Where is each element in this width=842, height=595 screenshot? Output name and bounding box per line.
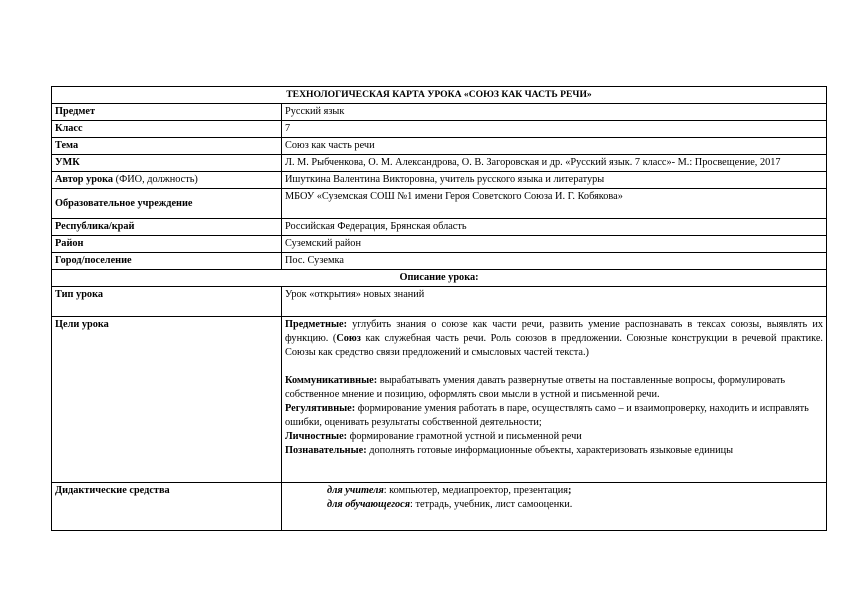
value-city: Пос. Суземка bbox=[282, 253, 827, 270]
label-institution: Образовательное учреждение bbox=[52, 189, 282, 219]
goal-personal-label: Личностные: bbox=[285, 431, 348, 442]
title-row bbox=[52, 87, 827, 104]
label-goals: Цели урока bbox=[52, 317, 282, 483]
value-topic: Союз как часть речи bbox=[282, 138, 827, 155]
didactic-teacher-label: для учителя bbox=[327, 485, 384, 496]
didactic-teacher-text: : компьютер, медиапроектор, презентация bbox=[383, 485, 569, 496]
label-lesson-type: Тип урока bbox=[52, 287, 282, 317]
value-institution: МБОУ «Суземская СОШ №1 имени Героя Советского Союза И. Г. Кобякова» bbox=[282, 189, 827, 219]
row-subject bbox=[52, 104, 827, 121]
goal-subject-label: Предметные: bbox=[285, 319, 347, 330]
value-republic: Российская Федерация, Брянская область bbox=[282, 219, 827, 236]
label-author bbox=[52, 172, 282, 189]
label-author-note: (ФИО, должность) bbox=[115, 174, 198, 185]
goal-regulative bbox=[285, 402, 823, 430]
row-author bbox=[52, 172, 827, 189]
goal-subject-bold-word: Союз bbox=[336, 333, 361, 344]
didactic-student-text: : тетрадь, учебник, лист самооценки. bbox=[410, 499, 573, 510]
didactic-teacher-end: ; bbox=[568, 485, 572, 496]
value-umk: Л. М. Рыбченкова, О. М. Александрова, О. В. Загоровская и др. «Русский язык. 7 класс»- М.: Просвещение, 2017 bbox=[282, 155, 827, 172]
label-subject: Предмет bbox=[52, 104, 282, 121]
goal-subject bbox=[285, 318, 823, 360]
label-grade: Класс bbox=[52, 121, 282, 138]
goal-communicative bbox=[285, 374, 823, 402]
goal-communicative-label: Коммуникативные: bbox=[285, 375, 378, 386]
goal-cognitive-text: дополнять готовые информационные объекты, характеризовать языковые единицы bbox=[366, 445, 734, 456]
label-district: Район bbox=[52, 236, 282, 253]
value-goals bbox=[282, 317, 827, 483]
row-topic bbox=[52, 138, 827, 155]
didactic-student-label: для обучающегося bbox=[327, 499, 411, 510]
goal-personal bbox=[285, 430, 823, 444]
goal-communicative-text: вырабатывать умения давать развернутые ответы на поставленные вопросы, формулировать собственное мнение и позицию, оформлять свои мысли в устной и письменной речи. bbox=[285, 375, 786, 400]
goal-personal-text: формирование грамотной устной и письменной речи bbox=[347, 431, 582, 442]
value-author: Ишуткина Валентина Викторовна, учитель русского языка и литературы bbox=[282, 172, 827, 189]
value-district: Суземский район bbox=[282, 236, 827, 253]
row-republic bbox=[52, 219, 827, 236]
value-lesson-type: Урок «открытия» новых знаний bbox=[282, 287, 827, 317]
row-city bbox=[52, 253, 827, 270]
row-goals bbox=[52, 317, 827, 483]
row-district bbox=[52, 236, 827, 253]
document-title: ТЕХНОЛОГИЧЕСКАЯ КАРТА УРОКА «СОЮЗ КАК ЧАСТЬ РЕЧИ» bbox=[52, 87, 827, 104]
label-topic: Тема bbox=[52, 138, 282, 155]
label-umk: УМК bbox=[52, 155, 282, 172]
value-didactic bbox=[282, 483, 827, 531]
lesson-card-table bbox=[51, 86, 827, 531]
description-heading: Описание урока: bbox=[52, 270, 827, 287]
description-heading-row bbox=[52, 270, 827, 287]
row-didactic bbox=[52, 483, 827, 531]
goal-regulative-text: формирование умения работать в паре, осуществлять само – и взаимопроверку, находить и исправлять ошибки, оценивать результаты собственной деятельности; bbox=[285, 403, 809, 428]
label-didactic: Дидактические средства bbox=[52, 483, 282, 531]
label-republic: Республика/край bbox=[52, 219, 282, 236]
goal-subject-text2: как служебная часть речи. Роль союзов в предложении. Союзные конструкции в речевой практике. Союзы как средство связи предложений и смысловых частей текста.) bbox=[285, 333, 824, 358]
row-grade bbox=[52, 121, 827, 138]
value-grade: 7 bbox=[282, 121, 827, 138]
row-institution bbox=[52, 189, 827, 219]
row-umk bbox=[52, 155, 827, 172]
didactic-student bbox=[285, 498, 823, 512]
value-subject: Русский язык bbox=[282, 104, 827, 121]
goal-cognitive bbox=[285, 444, 823, 458]
label-author-text: Автор урока bbox=[55, 174, 114, 185]
didactic-teacher bbox=[285, 484, 823, 498]
goal-subject-text: углубить знания о союзе как части речи, развить умение распознавать в тексах союзы, выявлять их функцию. ( bbox=[285, 319, 824, 344]
row-lesson-type bbox=[52, 287, 827, 317]
goal-regulative-label: Регулятивные: bbox=[285, 403, 356, 414]
label-city: Город/поселение bbox=[52, 253, 282, 270]
goal-cognitive-label: Познавательные: bbox=[285, 445, 367, 456]
